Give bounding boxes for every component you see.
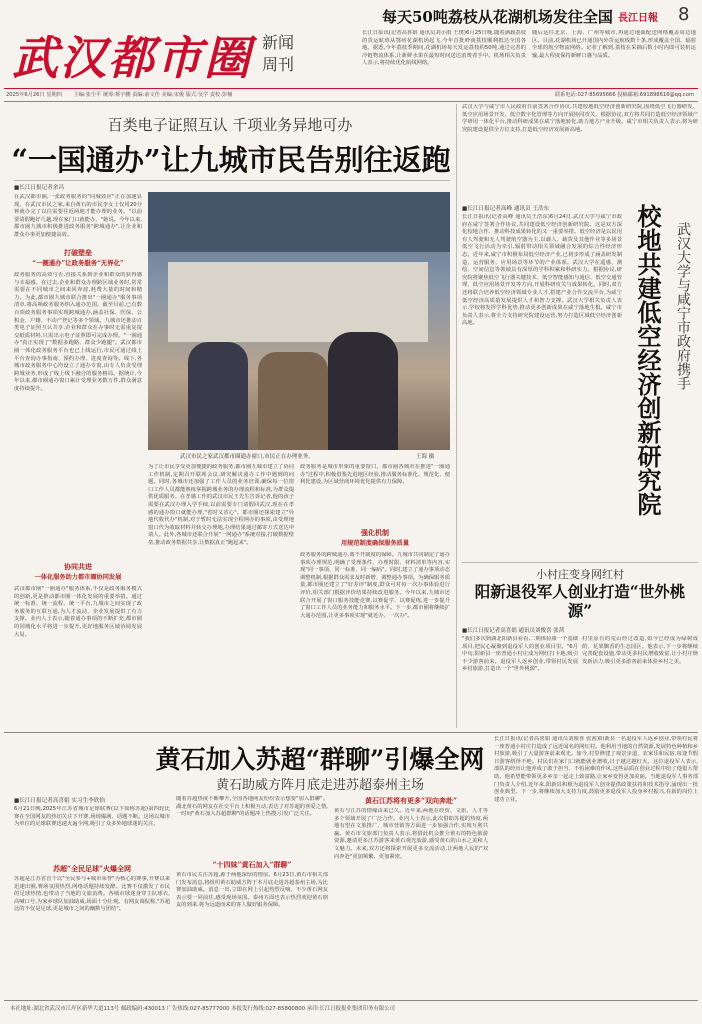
main-col-1-b: 政务服务的高效与否,直接关系到企业和群众的获得感与幸福感。在过去,企业和群众办理跨区域业务时,常常需要在不同城市之间来回奔波,耗费大量的时间和精力。为此,都市圈九城市联合推出"一圈通办"服务事项清单,将高频政务服务纳入通办范围。截至目前,已有数百项政务服务事项实现跨城通办,涵盖社保、医保、公积金、户籍、不动产登记等多个领域。九城市还推动百类电子证照互认共享,企业和群众在办事时无需重复提交纸质材料,只需出示电子证照即可完成办理。"一圈通办"真正实现了"数据多跑路、群众少跑腿"。武汉都市圈一体化政务服务平台也已上线运行,市民可通过线上平台查询办事指南、预约办理、进度查询等。线下,各城市政务服务中心均设立了通办专窗,由专人负责受理跨城业务,形成了线上线下融合的服务格局。据统计,今年以来,都市圈通办窗口累计受理业务数万件,群众满意度持续提升。 [14,272,142,392]
bottom-headline: 黄石加入苏超“群聊”引爆全网 [155,745,485,774]
main-byline: ■长江日报记者余昌 [14,185,65,191]
side-col-text: 长江日报讯(记者高峰 通讯员王浩东)6月24日,武汉大学与咸宁市政府在咸宁签署合作协议,共同建设低空经济创新研究院。这是双方深化校地合作、推动科技成果转化的又一重要举措。低空经济是以民用有人驾驶和无人驾驶航空器为主,以载人、载货及其他作业等多场景低空飞行活动为牵引,辐射带动相关领域融合发展的综合性经济形态。近年来,咸宁市积极布局低空经济产业,已初步形成了涵盖研发制造、运营服务、应用场景等环节的产业体系。武汉大学在遥感、测绘、空间信息等领域具有深厚的学科积累和科研实力。根据协议,研究院将聚焦低空飞行器关键技术、低空智能感知与通信、低空交通管理、低空应用场景开发等方向,开展科研攻关与成果转化。同时,双方还将联合培养低空经济领域专业人才,搭建产业合作交流平台,为咸宁低空经济高质量发展提供人才和智力支撑。武汉大学相关负责人表示,学校将发挥学科优势,推动更多创新成果在咸宁落地生根。咸宁市负责人表示,将全力支持研究院建设运营,努力打造区域低空经济创新高地。 [462,214,622,327]
main-col-1-c: 武汉都市圈"一圈通办"服务体系,不仅是政务服务模式的创新,更是推动都市圈一体化发展的重要举措。通过统一标准、统一流程、统一平台,九城市之间实现了政务服务的互联互通,为人才流动、企业发展提供了有力支撑。业内人士表示,随着通办事项的不断扩充,都市圈的同城化水平将进一步提升,更好地服务区域协调发展大局。 [14,586,142,638]
small-byline: ■长江日报记者高喜娟 通讯员刘俊喜 张茜 [462,628,565,634]
side-top-text: 武汉大学与咸宁市人民政府日前签署合作协议,共建校地低空经济创新研究院,围绕低空飞行器研发、低空应用场景开发、低空数字化管理等方向开展协同攻关。根据协议,双方将共同打造低空经济领域产学研用一体化平台,推动科研成果在咸宁落地转化,助力地方产业升级。咸宁市相关负责人表示,将为研究院建设提供全方位支持,打造低空经济发展新高地。 [462,104,698,133]
subhead-3: 协同共进 [64,562,92,571]
small-story-rule [462,562,698,563]
top-story-body: 长江日报讯(记者高喜娟 通讯员刘小雨 王璞)6月25日晚,随着满载荔枝的货运航班从鄂州花湖机场起飞,今年首批岭南荔枝顺利抵达全国各地。据悉,今年荔枝季期间,花湖机场每天发运荔枝约50吨,通过完善的冷链物流体系,让新鲜水果在最短时间送达消费者手中。机场相关负责人表示,将持续优化航线网络。 [362,30,526,67]
small-kicker: 小村庄变身网红村 [536,568,624,581]
main-col-2: 为了让市民享受更加便捷的政务服务,都市圈九城市建立了协同工作机制,定期召开联席会议,研究解决通办工作中遇到的问题。同时,各城市还加强了工作人员的业务培训,确保每一位窗口工作人员都能熟练掌握跨城业务的办理流程和标准,为群众提供优质服务。在孝感工作的武汉市民王先生告诉记者,他的孩子需要在武汉办理入学手续,以前需要专门请假回武汉,现在在孝感的通办窗口就能办理,"省时又省心"。都市圈还探索建立"异地代收代办"机制,对于暂时无法实现全程网办的事项,由受理地窗口代为收取材料并转交办理地,办理结果通过邮寄方式送达申请人。此外,各城市还联合开展"一网通办"系统对接,打破数据壁垒,推动政务数据共享,让数据真正"跑起来"。 [148,464,294,546]
side-divider [456,104,457,728]
bottom-col-2-b: 黄石市民关注苏超,源于两地深厚的情谊。6月23日,黄石市相关部门发布消息,将组织黄石助威方阵于本月底走进苏超泰州主场,为比赛加油助威。消息一出,立即在网上引起热烈反响。不少黄石网友表示要一同前往,感受现场氛围。泰州方面也表示热烈欢迎黄石朋友的到来,将为远道而来的客人做好服务保障。 [176,872,328,909]
main-photo [148,192,450,450]
subhead-2: “一圈通办”让政务服务“无界化” [32,259,124,267]
bottom-col-3: 黄石与江苏的情缘由来已久。近年来,两地在经贸、文旅、人才等多个领域开展了广泛合作。业内人士表示,此次借助苏超的热度,两地有望在文旅推广、城市营销等方面进一步加强合作,实现互利共赢。黄石市文旅部门负责人表示,将借此机会推介黄石的特色旅游资源,邀请更多江苏游客来黄石观光旅游,感受黄石的山水之美和人文魅力。未来,双方还将探索开展更多交流活动,让两地人民的"双向奔赴"更加频繁、更加紧密。 [334,808,488,860]
main-col-1-a: 在武汉都市圈,一张政务服务的"同城效应"正在加速显现。在武汉市民之家,来自黄石的市民李女士仅用20分钟就办完了以往需要往返两地才能办理的业务。"以前要请假跑好几趟,现在家门口就能办。"她说。今年以来,都市圈九城市积极推进政务服务"跨城通办",让企业和群众办事更加便捷高效。 [14,194,142,238]
footer-text: 本社地址:湖北省武汉市江岸区新华大道113号 邮政编码:430013 广告热线:027-85777000 本报发行热线:027-85800800 承印:长江日报报业集团印务有限公司 [10,1006,395,1012]
photo-credit: 王海 摄 [416,454,435,460]
main-headline-rule [14,180,450,181]
bottom-box-title-1: 苏超“全民足球”火爆全网 [52,864,132,873]
footer-rule [4,1000,698,1001]
bottom-col-1-b: 苏超是江苏省首个以"全民参与+城市荣誉"为核心的赛事,开赛以来迅速出圈,赛场氛围热烈,网络话题持续发酵。比赛不仅激发了市民的足球热情,也带动了当地的文旅消费。各城市球迷身穿主队球衣,高喊口号,为家乡球队加油助威,场面十分壮观。有网友调侃称,"苏超比的不仅是足球,更是城市之间的幽默与团结"。 [14,876,170,913]
top-headline: 每天50吨荔枝从花湖机场发往全国 [382,8,613,26]
subhead-4: 一体化服务助力都市圈协同发展 [34,574,122,581]
main-headline: “一国通办”让九城市民告别往返跑 [11,143,451,177]
main-col-3-b: 政务服务的跨城通办,离不开制度的保障。九城市共同制定了通办事项办理规范,明确了受理条件、办理时限、材料清单等内容,实现"同一事项、同一标准、同一编码"。同时,建立了通办事项动态调整机制,根据群众需求及时新增、调整通办事项。为确保服务质量,都市圈还建立了"好差评"制度,群众可对每一次办事体验进行评价,相关部门根据评价结果持续改进服务。今年以来,九城市还联合开展了窗口服务技能竞赛,以赛促学、以赛促练,进一步提升了窗口工作人员的业务能力和服务水平。下一步,都市圈将继续扩大通办范围,让更多事项实现"就近办、一次办"。 [300,552,450,619]
side-title-news: 新闻 [262,33,295,52]
masthead-top-rule [4,88,698,89]
subhead-5: 强化机制 [361,528,389,537]
bottom-byline: ■长江日报记者高喜娟 实习生李欣怡 [14,798,105,804]
side-subhead-text: 武汉大学与咸宁市政府携手 [675,222,691,390]
bottom-col-1: 6月21日晚,2025年江苏省城市足球联赛(以下简称苏超)第四轮比赛在全国网友的热切关注下开赛,场场爆满、话题不断。这场以城市为单位的足球联赛迅速火遍全网,吸引了众多外地球迷的关注。 [14,806,170,828]
bottom-subhead: 黄石助威方阵月底走进苏超泰州主场 [215,778,424,793]
bottom-box-title-2: “十四妹”黄石加入“群聊” [212,860,292,869]
info-bar [6,90,698,100]
top-story-headline-row [360,4,700,28]
masthead [4,8,354,90]
subhead-1: 打破壁垒 [64,248,92,257]
main-kicker: 百类电子证照互认 千项业务异地可办 [107,116,353,134]
side-subhead [672,222,694,402]
side-headline-text: 校地共建低空经济创新研究院 [633,204,662,516]
bottom-box-title-3: 黄石江苏将有更多“双向奔赴” [364,796,458,805]
photo-caption: 武汉市民之家武汉都市圈通办窗口,市民正在办理业务。 [180,454,314,460]
brand-logo: 武汉都市圈 [12,31,252,85]
small-headline: 阳新退役军人创业打造“世外桃源” [474,582,686,620]
staff-credits: 主编:张尘平 统筹:蔡宇鹏 责编:俞文佳 美编:宋俊 版式:吴学 责校:彭楠 [73,92,233,98]
bottom-section-rule [4,732,698,733]
page-number: 8 [678,4,690,25]
main-col-3: 政务服务是城市形象的重要窗口。都市圈各城市在推进"一圈通办"过程中,积极借鉴先进地区经验,推动服务标准化、规范化、便利化建设,为区域营商环境优化提供有力保障。 [300,464,450,486]
bottom-col-2: 随着苏超热度不断攀升,全国各地网友纷纷表示想要"加入群聊"。湖北黄石的网友在社交平台上积极互动,表达了对苏超的喜爱之情,一时间"黄石加入苏超群聊"的话题冲上热搜,引发广泛关注。 [176,796,328,818]
paper-name: 長江日報 [618,13,658,24]
top-story-body-2: 随后运往北京、上海、广州等城市,再通过地面配送网络覆盖周边地区。目前,花湖机场已开通国内外货运航线数十条,形成覆盖全国、辐射全球的航空物流网络。记者了解到,荔枝在采摘后数小时内即可装机运输,最大程度保持新鲜口感与品质。 [532,30,696,59]
side-title-weekly: 周刊 [262,55,295,74]
small-col-2: 村里原有的荒山经过改造,如今已经成为绿树成荫、花果飘香的生态园区。他表示,下一步将继续完善配套设施,带动更多村民增收致富,让小村庄焕发新活力,吸引更多游客前来体验乡村之美。 [582,636,698,665]
issue-date: 2025年6月26日 星期四 [6,92,62,98]
side-byline: ■长江日报记者高峰 通讯员 王浩东 [462,206,550,212]
bottom-col-4: 长江日报讯(记者高喜娟 通讯员刘俊喜 张茜)阳新县一名退役军人返乡创业,带领村民将一座普通小村庄打造成了远近闻名的网红村。他利用当地的自然资源,发展特色种植和乡村旅游,吸引了大量游客前来观光。如今,村里修建了观景步道、农家乐和民宿,每逢节假日游客络绎不绝。村民们在家门口就能就业增收,日子越过越红火。这位退役军人表示,部队的经历让他养成了敢于担当、不怕困难的作风,这些品质在创业过程中给了他很大帮助。他希望能带领更多乡亲一起走上致富路,让家乡变得更加美丽。当地退役军人事务部门负责人介绍,近年来,阳新县积极为退役军人创业提供政策扶持和技术指导,涌现出一批创业典型。下一步,将继续加大支持力度,鼓励更多退役军人投身乡村振兴,在新的岗位上建功立业。 [494,736,698,803]
info-bar-rule [4,101,698,102]
side-headline [630,204,666,560]
hotline: 联系电话:027-85695666 投稿邮箱:691898616@qq.com [554,92,694,98]
small-col-1: "我们多次到湖北阳新县看看,二期体验康一个基础项目,把民心凝聚到退役军人的创业项目里。"6月中旬,阳新县一座普通小村庄成为网红打卡地,吸引不少游客前来。退役军人返乡创业,带领村民发展乡村旅游,打造出一个"世外桃源"。 [462,636,578,673]
subhead-6: 用规范制度确保服务质量 [340,540,410,547]
